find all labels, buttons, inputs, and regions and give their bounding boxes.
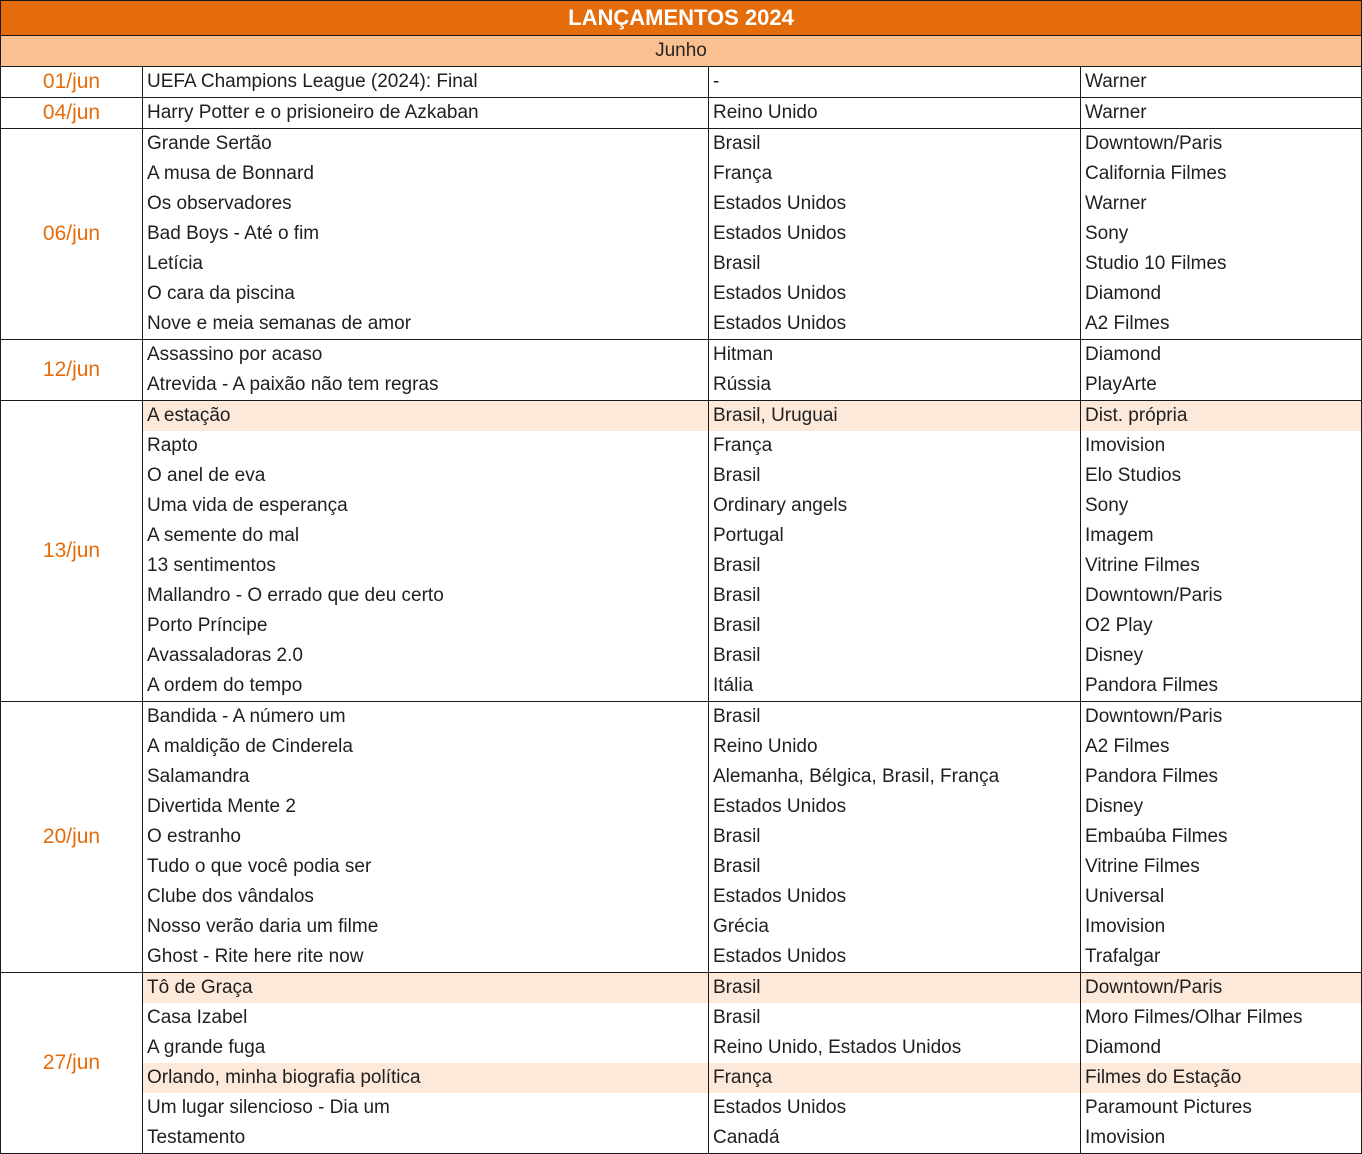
movie-distributor: Imovision: [1081, 431, 1362, 461]
table-row: [1, 882, 1362, 912]
movie-distributor: Diamond: [1081, 279, 1362, 309]
table-row: [1, 912, 1362, 942]
movie-country: Hitman: [709, 340, 1081, 371]
movie-distributor: Pandora Filmes: [1081, 762, 1362, 792]
movie-title: A maldição de Cinderela: [143, 732, 709, 762]
page-title: LANÇAMENTOS 2024: [1, 1, 1362, 36]
movie-country: Itália: [709, 671, 1081, 702]
movie-distributor: Universal: [1081, 882, 1362, 912]
movie-distributor: Downtown/Paris: [1081, 702, 1362, 733]
movie-distributor: Imovision: [1081, 1123, 1362, 1154]
movie-title: O anel de eva: [143, 461, 709, 491]
table-row: [1, 671, 1362, 702]
movie-distributor: Disney: [1081, 792, 1362, 822]
movie-title: Tudo o que você podia ser: [143, 852, 709, 882]
title-row: [1, 1, 1362, 36]
movie-title: Ghost - Rite here rite now: [143, 942, 709, 973]
movie-country: Brasil: [709, 611, 1081, 641]
movie-title: Grande Sertão: [143, 129, 709, 160]
movie-title: Nove e meia semanas de amor: [143, 309, 709, 340]
movie-distributor: A2 Filmes: [1081, 732, 1362, 762]
movie-country: Alemanha, Bélgica, Brasil, França: [709, 762, 1081, 792]
table-row: [1, 249, 1362, 279]
movie-country: -: [709, 67, 1081, 98]
movie-country: Estados Unidos: [709, 309, 1081, 340]
movie-title: Mallandro - O errado que deu certo: [143, 581, 709, 611]
release-date: 20/jun: [1, 702, 143, 973]
release-date: 04/jun: [1, 98, 143, 129]
movie-distributor: Trafalgar: [1081, 942, 1362, 973]
movie-title: Nosso verão daria um filme: [143, 912, 709, 942]
movie-title: Os observadores: [143, 189, 709, 219]
movie-distributor: PlayArte: [1081, 370, 1362, 401]
movie-distributor: Downtown/Paris: [1081, 581, 1362, 611]
movie-distributor: Vitrine Filmes: [1081, 852, 1362, 882]
movie-title: Um lugar silencioso - Dia um: [143, 1093, 709, 1123]
movie-country: França: [709, 1063, 1081, 1093]
movie-distributor: Diamond: [1081, 1033, 1362, 1063]
movie-country: Reino Unido, Estados Unidos: [709, 1033, 1081, 1063]
table-row: [1, 401, 1362, 432]
table-row: [1, 611, 1362, 641]
movie-country: Brasil: [709, 581, 1081, 611]
movie-country: Estados Unidos: [709, 189, 1081, 219]
movie-title: O estranho: [143, 822, 709, 852]
month-label: Junho: [1, 36, 1362, 67]
movie-title: Clube dos vândalos: [143, 882, 709, 912]
movie-country: Brasil: [709, 822, 1081, 852]
movie-title: Testamento: [143, 1123, 709, 1154]
table-row: [1, 792, 1362, 822]
table-body: [1, 67, 1362, 1154]
movie-title: Avassaladoras 2.0: [143, 641, 709, 671]
movie-title: Bad Boys - Até o fim: [143, 219, 709, 249]
table-row: [1, 98, 1362, 129]
movie-distributor: Downtown/Paris: [1081, 129, 1362, 160]
month-row: [1, 36, 1362, 67]
movie-distributor: Studio 10 Filmes: [1081, 249, 1362, 279]
movie-country: Brasil: [709, 249, 1081, 279]
movie-distributor: Pandora Filmes: [1081, 671, 1362, 702]
movie-country: Brasil: [709, 1003, 1081, 1033]
release-date: 06/jun: [1, 129, 143, 340]
movie-distributor: Imovision: [1081, 912, 1362, 942]
movie-country: Brasil, Uruguai: [709, 401, 1081, 432]
table-row: [1, 1033, 1362, 1063]
movie-distributor: Imagem: [1081, 521, 1362, 551]
movie-distributor: O2 Play: [1081, 611, 1362, 641]
movie-country: Brasil: [709, 551, 1081, 581]
movie-distributor: A2 Filmes: [1081, 309, 1362, 340]
movie-country: Ordinary angels: [709, 491, 1081, 521]
table-row: [1, 521, 1362, 551]
release-date: 27/jun: [1, 973, 143, 1154]
table-row: [1, 551, 1362, 581]
movie-title: Letícia: [143, 249, 709, 279]
movie-title: Orlando, minha biografia política: [143, 1063, 709, 1093]
movie-title: Rapto: [143, 431, 709, 461]
table-row: [1, 762, 1362, 792]
table-row: [1, 942, 1362, 973]
movie-title: O cara da piscina: [143, 279, 709, 309]
table-row: [1, 491, 1362, 521]
movie-title: A ordem do tempo: [143, 671, 709, 702]
table-row: [1, 370, 1362, 401]
movie-title: Porto Príncipe: [143, 611, 709, 641]
movie-distributor: California Filmes: [1081, 159, 1362, 189]
movie-country: França: [709, 159, 1081, 189]
movie-country: França: [709, 431, 1081, 461]
movie-distributor: Warner: [1081, 98, 1362, 129]
movie-country: Brasil: [709, 641, 1081, 671]
movie-country: Estados Unidos: [709, 279, 1081, 309]
table-row: [1, 67, 1362, 98]
movie-distributor: Warner: [1081, 189, 1362, 219]
movie-title: A musa de Bonnard: [143, 159, 709, 189]
movie-title: 13 sentimentos: [143, 551, 709, 581]
movie-country: Estados Unidos: [709, 882, 1081, 912]
movie-country: Rússia: [709, 370, 1081, 401]
movie-country: Brasil: [709, 129, 1081, 160]
movie-title: Uma vida de esperança: [143, 491, 709, 521]
movie-country: Brasil: [709, 852, 1081, 882]
table-row: [1, 852, 1362, 882]
table-row: [1, 641, 1362, 671]
table-row: [1, 1123, 1362, 1154]
movie-title: Casa Izabel: [143, 1003, 709, 1033]
movie-title: Atrevida - A paixão não tem regras: [143, 370, 709, 401]
table-row: [1, 189, 1362, 219]
table-row: [1, 129, 1362, 160]
movie-title: Bandida - A número um: [143, 702, 709, 733]
table-row: [1, 431, 1362, 461]
table-row: [1, 159, 1362, 189]
release-date: 01/jun: [1, 67, 143, 98]
movie-distributor: Sony: [1081, 219, 1362, 249]
table-row: [1, 340, 1362, 371]
movie-distributor: Vitrine Filmes: [1081, 551, 1362, 581]
table-row: [1, 702, 1362, 733]
movie-distributor: Embaúba Filmes: [1081, 822, 1362, 852]
movie-country: Reino Unido: [709, 732, 1081, 762]
movie-title: A semente do mal: [143, 521, 709, 551]
movie-distributor: Downtown/Paris: [1081, 973, 1362, 1004]
movie-country: Estados Unidos: [709, 1093, 1081, 1123]
movie-distributor: Dist. própria: [1081, 401, 1362, 432]
movie-country: Reino Unido: [709, 98, 1081, 129]
table-row: [1, 219, 1362, 249]
movie-title: Assassino por acaso: [143, 340, 709, 371]
table-row: [1, 1003, 1362, 1033]
table-row: [1, 1093, 1362, 1123]
movie-distributor: Warner: [1081, 67, 1362, 98]
movie-country: Brasil: [709, 973, 1081, 1004]
movie-distributor: Filmes do Estação: [1081, 1063, 1362, 1093]
table-row: [1, 279, 1362, 309]
movie-country: Grécia: [709, 912, 1081, 942]
table-row: [1, 732, 1362, 762]
table-row: [1, 822, 1362, 852]
movie-country: Estados Unidos: [709, 792, 1081, 822]
table-row: [1, 973, 1362, 1004]
movie-title: A grande fuga: [143, 1033, 709, 1063]
movie-distributor: Disney: [1081, 641, 1362, 671]
table-row: [1, 309, 1362, 340]
movie-title: Tô de Graça: [143, 973, 709, 1004]
release-date: 12/jun: [1, 340, 143, 401]
table-row: [1, 581, 1362, 611]
movie-title: A estação: [143, 401, 709, 432]
movie-distributor: Moro Filmes/Olhar Filmes: [1081, 1003, 1362, 1033]
movie-title: Harry Potter e o prisioneiro de Azkaban: [143, 98, 709, 129]
movie-country: Estados Unidos: [709, 942, 1081, 973]
table-row: [1, 1063, 1362, 1093]
movie-distributor: Elo Studios: [1081, 461, 1362, 491]
movie-country: Estados Unidos: [709, 219, 1081, 249]
movie-country: Portugal: [709, 521, 1081, 551]
movie-title: Salamandra: [143, 762, 709, 792]
movie-title: UEFA Champions League (2024): Final: [143, 67, 709, 98]
movie-title: Divertida Mente 2: [143, 792, 709, 822]
movie-distributor: Paramount Pictures: [1081, 1093, 1362, 1123]
movie-country: Canadá: [709, 1123, 1081, 1154]
release-date: 13/jun: [1, 401, 143, 702]
table-row: [1, 461, 1362, 491]
movie-distributor: Diamond: [1081, 340, 1362, 371]
movie-distributor: Sony: [1081, 491, 1362, 521]
movie-country: Brasil: [709, 461, 1081, 491]
movie-country: Brasil: [709, 702, 1081, 733]
